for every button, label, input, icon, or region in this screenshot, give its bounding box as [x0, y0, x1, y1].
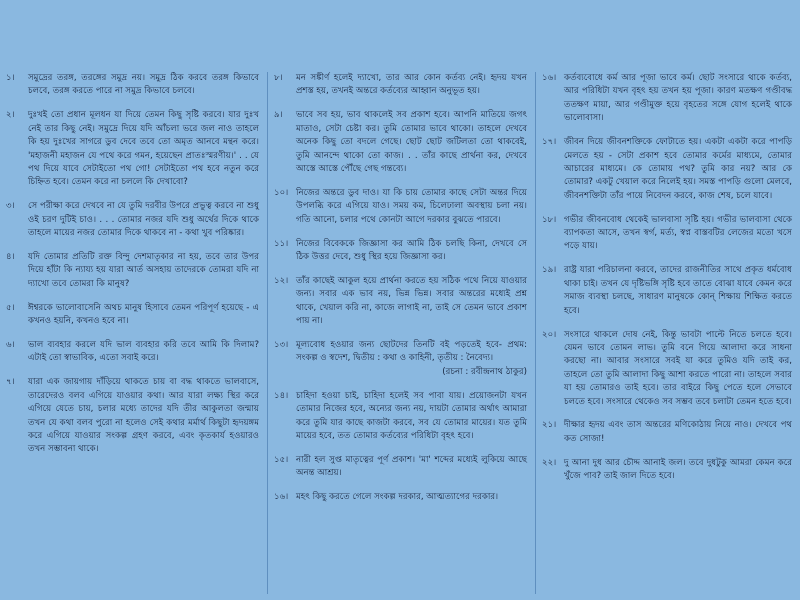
text-columns — [0, 72, 800, 594]
list-item — [542, 264, 792, 318]
item-text: গভীর জীবনবোধ থেকেই ভালবাসা সৃষ্টি হয়। গভীর ভালবাসা থেকে ব্যাপকতা আসে, তখন স্বর্গ, মর্ত্য, স্বপ্ন বাস্তবটির লেজের মতো খসে পড়ে যায়। — [564, 214, 792, 252]
list-item — [6, 302, 259, 329]
item-number: ১২। — [274, 275, 289, 286]
list-item — [542, 329, 792, 409]
list-item — [542, 214, 792, 254]
item-text: দুঃখই তো প্রধান মূলধন যা দিয়ে তেমন কিছু সৃষ্টি করবে। যার দুঃখ নেই তার কিছু নেই। সমুদ্রে দিয়ে যদি আঁচলা ভরে জল নাও তাহলে কি হয় দুঃখের সাগরে ডুব দেবে তবে তো অমৃত আনবে মন্থন করে। 'মহাজনী মহাজন যে পথে করে গমন, হয়েছেন প্রাতঃস্মরণীয়।' . . যে পথ দিয়ে যাবে সেটাইতো পথ গো! সেটাইতো পথ হবে নতুন করে চিহ্নিত হবে। তেমন করে না চললে কি দেখাবো? — [28, 110, 259, 188]
item-number: ১৪। — [274, 390, 289, 401]
item-text: জীবন দিয়ে জীবনশক্তিকে ফোটাতে হয়। একটা একটা করে পাপড়ি মেলতে হয় - সেটা প্রকাশ হবে তোমার কর্মের মাধ্যমে, তোমার আচারের মাধ্যমে। কে তোমায় পথ? তুমি কার নয়? আর কে তোমার? একটু খেয়াল করে নিলেই হয়। সমস্ত পাপড়ি গুলো মেলবে, জীবনশক্তিটা তাঁর পায়ে নিবেদন করবে, কাজ শেষ, চলে যাবে। — [564, 137, 792, 201]
item-body: মূল্যবোধ হওয়ার জন্য ছোটদের তিনটি বই পড়তেই হবে- প্রথম: সংকল্প ও স্বদেশ, দ্বিতীয় : কথা ও কাহিনী, তৃতীয় : নৈবেদ্য। — [296, 340, 527, 364]
item-number: ৬। — [6, 340, 15, 350]
item-text: মহৎ কিছু করতে গেলে সংকল্প দরকার, আত্মত্যাগের দরকার। — [296, 492, 499, 503]
item-number: ৪। — [6, 251, 15, 262]
list-item — [6, 72, 259, 99]
item-number: ১৯। — [542, 265, 557, 276]
list-item — [542, 419, 792, 446]
item-text: রাষ্ট্র যারা পরিচালনা করবে, তাদের রাজনীতির সাথে প্রকৃত ধর্মবোধ থাকা চাই। তখন যে দৃষ্টিভঙ্গি সৃষ্টি হবে তাতে বোঝা যাবে কেমন করে সমাজ ব্যবস্থা চলছে, সাধারণ মানুষকে কোন্‌ শিক্ষায় শিক্ষিত করতে হবে। — [564, 265, 792, 316]
column-left — [0, 72, 267, 594]
item-number: ৫। — [6, 302, 15, 313]
item-number: ২০। — [542, 329, 557, 340]
author-credit: (রচনা : রবীন্দ্রনাথ ঠাকুর) — [442, 366, 527, 377]
list-item — [274, 238, 527, 265]
item-number: ৩। — [6, 201, 15, 212]
item-text: সংসারে থাকলে দোষ নেই, কিন্তু ভাবটা পাল্টে নিতে চলতে হবে। যেমন ভাবে তোমন লাভ। তুমি বনে গিয়ে আলাদা করে সাধনা করছো না। আবার সংসারে সবই যা করে তুমিও যদি তাই কর, তাহলে তো তুমি আলাদা কিছু আশা করতে পারো না। তাহলে সবার যা হয় তোমারও তাই হবে। তার বাইরে কিছু পেতে হলে সেভাবে চলতে হবে। সংসারে থেকেও সব সম্ভব তবে চলাটা তেমন হতে হবে। — [564, 329, 792, 407]
list-item — [6, 109, 259, 189]
item-text — [296, 339, 527, 379]
item-number: ১৬। — [274, 492, 289, 503]
item-number: ২১। — [542, 420, 557, 431]
list-item — [6, 200, 259, 240]
item-number: ৭। — [6, 377, 15, 388]
item-text: যদি তোমার প্রতিটি রক্ত বিন্দু দেশমাতৃকার না হয়, তবে তার উপর দিয়ে হাঁটা কি ন্যায্য হয় যারা আর্ত অসহায় তাদেরকে তোমরা যদি না দ্যাখো তবে তোমরা কি মানুষ? — [28, 251, 259, 289]
list-item — [542, 72, 792, 126]
item-number: ১১। — [274, 238, 289, 249]
item-number: ৮। — [274, 73, 283, 83]
item-text: নিজের বিবেককে জিজ্ঞাসা কর আমি ঠিক চলছি কিনা, দেখবে সে ঠিক উত্তর দেবে, শুধু স্থির হয়ে জিজ্ঞাসা কর। — [296, 238, 527, 262]
item-text: নারী হল সুপ্ত মাতৃত্বের পূর্ণ প্রকাশ। 'মা' শব্দের মধ্যেই লুকিয়ে আছে অনন্ত আশ্রয়। — [296, 454, 527, 479]
item-number: ২২। — [542, 457, 557, 468]
list-item — [274, 109, 527, 176]
list-item — [6, 339, 259, 366]
item-number: ১৫। — [274, 454, 289, 465]
item-number: ২। — [6, 110, 15, 121]
item-text: সমুদ্রের তরঙ্গ, তরঙ্গের সমুদ্র নয়। সমুদ্র ঠিক করবে তরঙ্গ কিভাবে চলবে, তরঙ্গ করতে পারে না সমুদ্র কিভাবে চলবে। — [28, 73, 259, 97]
list-item — [274, 390, 527, 444]
column-middle — [267, 72, 535, 594]
column-right — [535, 72, 800, 594]
list-item — [6, 376, 259, 456]
item-number: ৯। — [274, 110, 283, 121]
item-number: ১০। — [274, 187, 289, 198]
item-text: দীক্ষার হৃদয় এবং তাস অন্তরের মণিকোঠায় নিয়ে নাও। দেখবে পথ কত সোজা! — [564, 420, 792, 444]
list-item — [274, 339, 527, 379]
item-number: ১৮। — [542, 214, 557, 225]
item-text: চাহিদা হওয়া চাই, চাহিদা হলেই সব পাবা যায়। প্রয়োজনটা যখন তোমার নিজের হবে, অন্যের জন্য নয়, দায়টা তোমার অর্থাৎ আমারা করে তুমি যার কাছে কাজটা করবে, সব যে তোমার মায়ের। যত তুমি মায়ের হবে, তত তোমার কর্তব্যের পরিধিটা বৃহৎ হবে। — [296, 390, 527, 441]
list-item — [274, 275, 527, 329]
item-number: ১৬। — [542, 73, 557, 83]
item-text: নিজের অন্তরে ডুব দাও। যা কি চায় তোমার কাছে সেটা অন্তর দিয়ে উপলব্ধি করে এগিয়ে যাও। সময় কম, চিলেঢালা অবস্থায় চলা নয়। গতি আনো, চলার পথে কোনটা আগে দরকার বুঝতে পারবে। — [296, 187, 527, 225]
list-item — [542, 136, 792, 203]
item-text: সে পরীক্ষা করে দেখবে না যে তুমি দরবীর উপরে প্রভুত্ব করবে না শুধু ওই চরণ দুটিই চাও। . . . তোমার নজর যদি শুধু অর্থের দিকে থাকে তাহলে মায়ের নজর তোমার দিকে থাকবে না - কথা খুব পরিষ্কার। — [28, 201, 259, 239]
item-text: কর্তব্যবোধে কর্ম আর পূজা ভাবে কর্ম। ছোট সংসারে থাকে কর্তব্য, আর পরিধিটা যখন বৃহৎ হয় তখন হয় পূজা। কারণ মতক্ষণ গণ্ডীবদ্ধ ততক্ষণ মায়া, আর গণ্ডীমুক্ত হয়ে বৃহতের সঙ্গে যোগ হলেই থাকে ভালোবাসা। — [564, 73, 792, 124]
list-item — [274, 72, 527, 99]
list-item — [274, 454, 527, 481]
item-text: ভাবে সব হয়, ভাব থাকলেই সব প্রকাশ হবে। আপনি মাতিয়ে জগৎ মাতাও, সেটা চেষ্টা কর। তুমি তোমার ভাবে থাকো। তাহলে দেখবে অনেক কিছু তো বদলে গেছে। ছোট ছোট জটিলতা তো থাকবেই, তুমি আনন্দে থাকো তো কাজ। . . তাঁর কাছে প্রার্থনা কর, দেখবে আস্তে আস্তে পৌঁছে গেছ গন্তব্যে। — [296, 110, 527, 174]
list-item — [6, 251, 259, 291]
item-text: ভাল ব্যবহার করলে যদি ভাল ব্যবহার করি তবে আমি কি দিলাম? এটাই তো স্বাভাবিক, এতো সবাই করে। — [28, 340, 259, 364]
item-number: ১৭। — [542, 137, 557, 148]
list-item — [274, 491, 527, 504]
item-text: যারা এক জায়গায় দাঁড়িয়ে থাকতে চায় বা বদ্ধ থাকতে ভালবাসে, তারেদেরও বলব এগিয়ে যাওয়ার কথা। আর যারা লক্ষ্য স্থির করে এগিয়ে যেতে চায়, চলার মধ্যে তাদের যদি তীর আকুলতা জন্মায় তখন যে কথা বলব পুরো না হলেও সেই কথার মর্মার্থ কিছুটা হৃদয়ঙ্গম করে এগিয়ে যাওয়ার সংকল্প গ্রহণ করবে, এবং কৃতকার্য হওয়ারও তখন সম্ভাবনা থাকে। — [28, 377, 259, 455]
list-item — [542, 457, 792, 484]
item-number: ১৩। — [274, 340, 289, 350]
item-text: মন সঙ্কীর্ণ হলেই দ্যাখো, তার আর কোন কর্তব্য নেই। হৃদয় যখন প্রশস্ত হয়, তখনই অন্তরে কর্তব্যের আহ্বান অনুভূত হয়। — [296, 73, 527, 97]
item-text: দু আনা দুধ আর চৌদ্দ আনাই জল। তবে দুধটুকু আমরা কেমন করে খুঁজে পাব? তাই জাল দিতে হবে। — [564, 457, 792, 482]
item-text: তাঁর কাছেই আকুল হয়ে প্রার্থনা করতে হয় সঠিক পথে নিয়ে যাওয়ার জন্য। সবার এক ভাব নয়, ভিন্ন ভিন্ন। সবার অন্তরের মধ্যেই প্রশ্ন থাকে, খেয়াল করি না, কাজে লাগাই না, তাই সে তেমন ভাবে প্রকাশ পায় না। — [296, 275, 527, 327]
list-item — [274, 187, 527, 227]
item-text: ঈশ্বরকে ভালোবাসেনি অথচ মানুষ হিসাবে তেমন পরিপূর্ণ হয়েছে - এ কখনও হয়নি, কখনও হবে না। — [28, 302, 259, 327]
item-number: ১। — [6, 73, 15, 83]
